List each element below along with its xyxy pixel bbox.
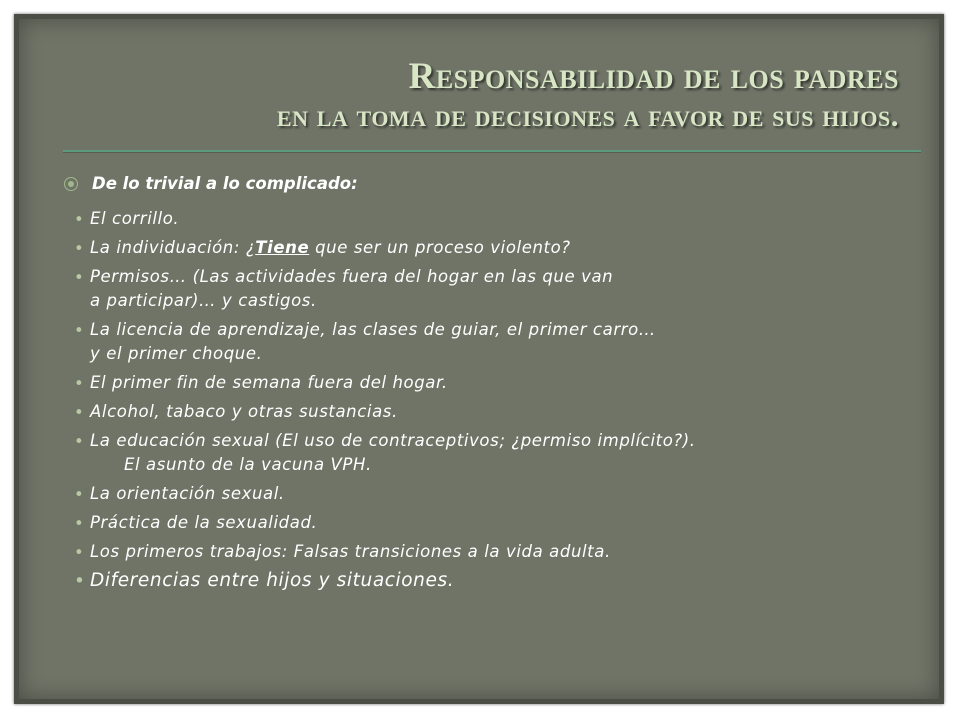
list-item-text: Los primeros trabajos: Falsas transiciones a la vida adulta. xyxy=(90,542,611,561)
bullet-dot-icon: • xyxy=(74,543,85,562)
title-line-1: Responsabilidad de los padres xyxy=(408,56,899,97)
bullet-dot-icon: • xyxy=(74,321,85,340)
list-item-line-1: Permisos… (Las actividades fuera del hogar en las que van xyxy=(90,267,614,286)
list-item xyxy=(64,236,924,260)
title-line-2: en la toma de decisiones a favor de sus hijos. xyxy=(276,98,899,133)
list-item xyxy=(64,540,924,564)
list-item-text-pre: La individuación: ¿ xyxy=(90,238,256,257)
list-item xyxy=(64,569,924,593)
list-item-text: El corrillo. xyxy=(90,209,180,228)
list-item-text: Práctica de la sexualidad. xyxy=(90,513,318,532)
title-divider xyxy=(63,150,921,152)
list-item-text: La orientación sexual. xyxy=(90,484,285,503)
section-heading xyxy=(64,174,924,193)
list-item-text: El primer fin de semana fuera del hogar. xyxy=(90,373,448,392)
list-item xyxy=(64,511,924,535)
list-item-line-2: a participar)… y castigos. xyxy=(90,291,317,310)
circle-bullet-icon xyxy=(64,177,78,191)
bullet-dot-icon: • xyxy=(74,571,86,592)
emphasized-word: Tiene xyxy=(255,238,310,257)
list-item xyxy=(64,400,924,424)
list-item xyxy=(64,318,924,366)
bullet-dot-icon: • xyxy=(74,514,85,533)
list-item-line-1: La educación sexual (El uso de contraceptivos; ¿permiso implícito?). xyxy=(90,431,696,450)
bullet-dot-icon: • xyxy=(74,374,85,393)
bullet-dot-icon: • xyxy=(74,210,85,229)
bullet-dot-icon: • xyxy=(74,432,85,451)
list-item xyxy=(64,265,924,313)
section-heading-text: De lo trivial a lo complicado: xyxy=(92,174,358,193)
slide-content xyxy=(64,174,924,598)
list-item-text: Alcohol, tabaco y otras sustancias. xyxy=(90,402,398,421)
list-item xyxy=(64,371,924,395)
bullet-dot-icon: • xyxy=(74,268,85,287)
bullet-list xyxy=(64,207,924,593)
slide xyxy=(19,19,939,699)
list-item-text: Diferencias entre hijos y situaciones. xyxy=(90,570,455,591)
list-item-line-1: La licencia de aprendizaje, las clases de guiar, el primer carro… xyxy=(90,320,656,339)
bullet-dot-icon: • xyxy=(74,485,85,504)
bullet-dot-icon: • xyxy=(74,403,85,422)
list-item-text-post: que ser un proceso violento? xyxy=(309,238,571,257)
list-item xyxy=(64,429,924,477)
bullet-dot-icon: • xyxy=(74,239,85,258)
slide-title xyxy=(99,57,899,135)
list-item xyxy=(64,207,924,231)
list-item-line-2: y el primer choque. xyxy=(90,344,263,363)
list-item xyxy=(64,482,924,506)
list-item-line-2: El asunto de la vacuna VPH. xyxy=(124,455,372,474)
